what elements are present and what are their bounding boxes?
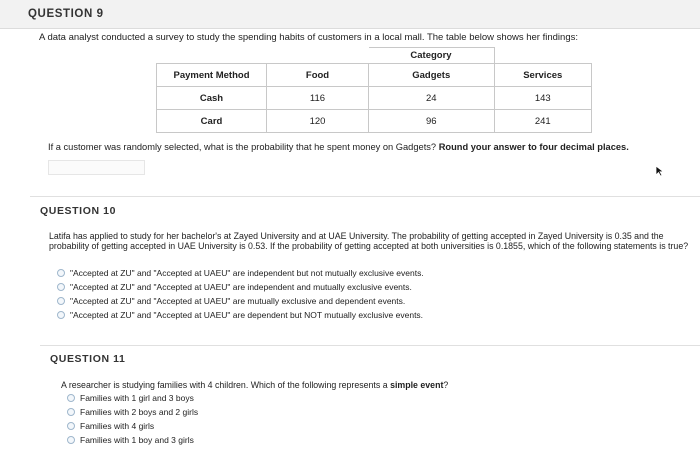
question-9-body — [0, 29, 700, 179]
radio-button[interactable] — [57, 297, 65, 305]
table-cell: 96 — [369, 110, 495, 133]
question-10-title: QUESTION 10 — [40, 205, 117, 217]
table-cell: Card — [157, 110, 267, 133]
question-11-block — [40, 345, 700, 470]
question-10-text: Latifa has applied to study for her bachelor's at Zayed University and at UAE University. The probability of getting accepted in Zayed University is 0.35 and the probability of getting accepted in UAE University is 0.53. If the probability of getting accepted at both universities is 0.1855, which of the following statements is true? — [49, 231, 689, 251]
radio-button[interactable] — [57, 269, 65, 277]
answer-input[interactable] — [48, 160, 145, 175]
radio-button[interactable] — [57, 311, 65, 319]
table-header: Services — [494, 64, 592, 87]
option-independent-not-exclusive[interactable]: "Accepted at ZU" and "Accepted at UAEU" are independent but not mutually exclusive events. — [57, 268, 424, 278]
question-9-header — [0, 0, 700, 29]
radio-button[interactable] — [57, 283, 65, 291]
option-dependent-not-exclusive[interactable]: "Accepted at ZU" and "Accepted at UAEU" are dependent but NOT mutually exclusive events. — [57, 310, 423, 320]
table-cell: 120 — [267, 110, 369, 133]
option-4-girls[interactable]: Families with 4 girls — [67, 421, 154, 431]
table-header: Payment Method — [157, 64, 267, 87]
table-header: Food — [267, 64, 369, 87]
radio-button[interactable] — [67, 436, 75, 444]
table-cell: 24 — [369, 87, 495, 110]
question-11-title: QUESTION 11 — [50, 353, 126, 365]
table-cell: 241 — [494, 110, 592, 133]
option-independent-and-exclusive[interactable]: "Accepted at ZU" and "Accepted at UAEU" are independent and mutually exclusive events. — [57, 282, 412, 292]
option-1-girl-3-boys[interactable]: Families with 1 girl and 3 boys — [67, 393, 194, 403]
table-header-row — [157, 64, 592, 87]
question-10-block — [30, 196, 700, 337]
survey-table — [156, 47, 592, 133]
table-cell: 116 — [267, 87, 369, 110]
table-header: Gadgets — [369, 64, 495, 87]
question-9-question: If a customer was randomly selected, what is the probability that he spent money on Gadgets? — [48, 142, 437, 152]
radio-button[interactable] — [67, 422, 75, 430]
option-1-boy-3-girls[interactable]: Families with 1 boy and 3 girls — [67, 435, 194, 445]
option-2-boys-2-girls[interactable]: Families with 2 boys and 2 girls — [67, 407, 198, 417]
question-9-instruction: Round your answer to four decimal places. — [438, 142, 629, 152]
question-11-text: A researcher is studying families with 4 children. Which of the following represents a simple event? — [61, 380, 449, 390]
category-label: Category — [369, 48, 495, 64]
table-row — [157, 110, 592, 133]
table-cell: Cash — [157, 87, 267, 110]
question-9-title: QUESTION 9 — [28, 8, 104, 20]
question-9-text — [48, 142, 629, 152]
option-exclusive-and-dependent[interactable]: "Accepted at ZU" and "Accepted at UAEU" are mutually exclusive and dependent events. — [57, 296, 405, 306]
table-cell: 143 — [494, 87, 592, 110]
radio-button[interactable] — [67, 408, 75, 416]
table-row — [157, 87, 592, 110]
radio-button[interactable] — [67, 394, 75, 402]
question-9-prompt: A data analyst conducted a survey to study the spending habits of customers in a local mall. The table below shows her findings: — [39, 32, 578, 43]
